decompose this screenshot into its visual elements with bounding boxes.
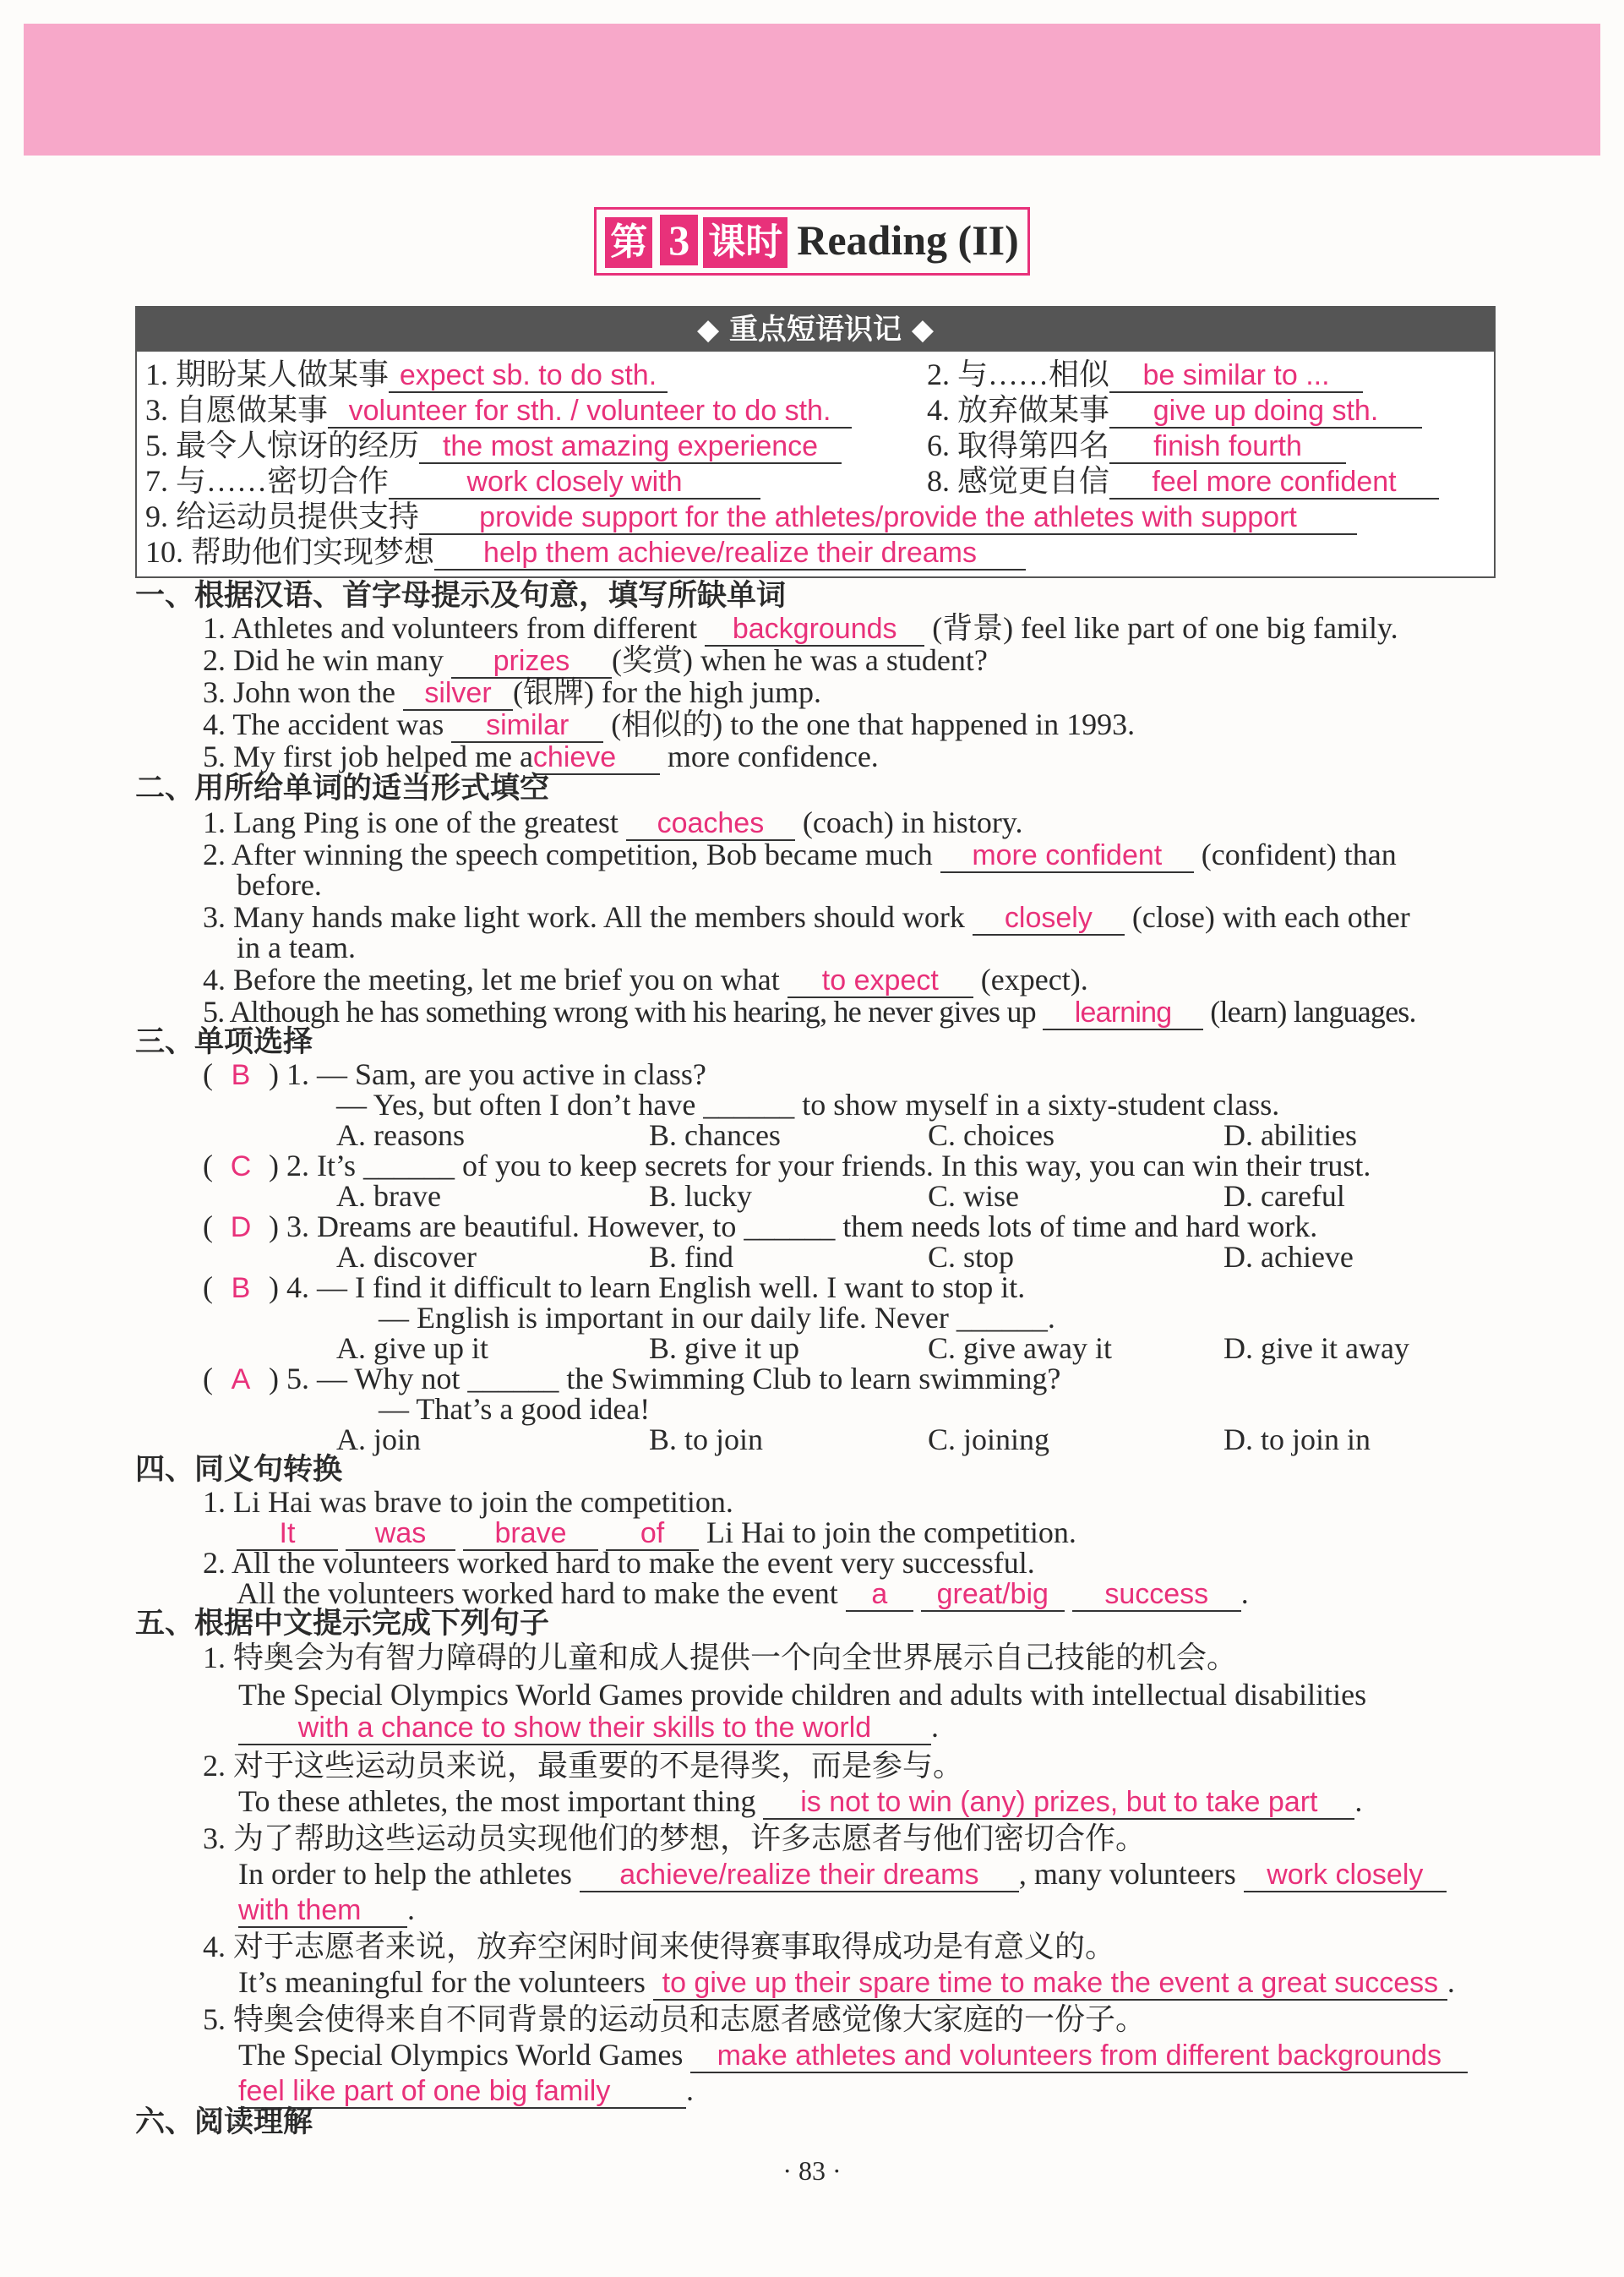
- phrase-item: 2. 与……相似 be similar to ...: [927, 357, 1363, 393]
- s5-question-4-cn: 4. 对于志愿者来说，放弃空闲时间来使得赛事取得成功是有意义的。: [203, 1930, 1116, 1963]
- phrase-answer[interactable]: give up doing sth.: [1109, 395, 1422, 429]
- section-6-heading: 六、阅读理解: [135, 2105, 313, 2139]
- answer-blank[interactable]: success: [1072, 1578, 1241, 1612]
- header-band: [24, 24, 1600, 156]
- s5-question-2-cn: 2. 对于这些运动员来说，最重要的不是得奖，而是参与。: [203, 1749, 964, 1783]
- mc-question-4-line2: — English is important in our daily life. Never ______.: [379, 1301, 1055, 1335]
- title-number: 3: [660, 215, 698, 265]
- answer-blank[interactable]: learning: [1043, 997, 1203, 1030]
- s2-question-5: 5. Although he has something wrong with his hearing, he never gives up learning (learn) languages.: [203, 995, 1416, 1029]
- answer-blank[interactable]: It: [237, 1517, 338, 1551]
- s2-question-3-cont: in a team.: [237, 931, 356, 964]
- mc-question-3: ( D ) 3. Dreams are beautiful. However, to ______ them needs lots of time and hard work.: [203, 1209, 1318, 1243]
- section-2-heading: 二、用所给单词的适当形式填空: [135, 772, 550, 805]
- s5-question-1-answer: with a chance to show their skills to the world .: [238, 1709, 939, 1745]
- answer-blank[interactable]: backgrounds: [705, 613, 924, 647]
- answer-blank[interactable]: was: [346, 1517, 455, 1551]
- answer-blank[interactable]: prizes: [451, 645, 612, 679]
- phrase-item: 4. 放弃做某事 give up doing sth.: [927, 392, 1422, 429]
- phrase-item: 9. 给运动员提供支持 provide support for the athletes/provide the athletes with support: [145, 499, 1357, 535]
- mc-answer[interactable]: D: [230, 1211, 252, 1243]
- s4-question-1: 1. Li Hai was brave to join the competition.: [203, 1485, 733, 1519]
- phrase-box-heading: ◆ 重点短语识记 ◆: [137, 308, 1494, 352]
- answer-blank[interactable]: of: [606, 1517, 699, 1551]
- answer-blank[interactable]: silver: [403, 677, 513, 711]
- title-main: Reading (II): [797, 216, 1019, 264]
- mc-question-5: ( A ) 5. — Why not ______ the Swimming Club to learn swimming?: [203, 1362, 1061, 1395]
- answer-blank[interactable]: make athletes and volunteers from different backgrounds: [690, 2039, 1468, 2073]
- section-4-heading: 四、同义句转换: [135, 1453, 343, 1487]
- s4-question-2-answer: All the volunteers worked hard to make the event a great/big success .: [237, 1576, 1249, 1610]
- answer-blank[interactable]: is not to win (any) prizes, but to take part: [763, 1786, 1354, 1820]
- answer-blank[interactable]: great/big: [921, 1578, 1065, 1612]
- s5-question-2-en: To these athletes, the most important thing is not to win (any) prizes, but to take part .: [238, 1784, 1363, 1818]
- s5-question-3-cn: 3. 为了帮助这些运动员实现他们的梦想，许多志愿者与他们密切合作。: [203, 1821, 1147, 1855]
- s5-question-3-answer: with them .: [238, 1892, 415, 1926]
- mc-answer[interactable]: B: [231, 1272, 251, 1304]
- section-3-heading: 三、单项选择: [135, 1025, 313, 1059]
- s5-question-5-answer: feel like part of one big family .: [238, 2073, 694, 2107]
- phrase-box: [135, 306, 1496, 578]
- phrase-answer[interactable]: finish fourth: [1109, 430, 1346, 464]
- s1-question-5: 5. My first job helped me achieve more confidence.: [203, 740, 879, 773]
- phrase-answer[interactable]: help them achieve/realize their dreams: [434, 537, 1026, 571]
- answer-blank[interactable]: with them: [238, 1894, 407, 1928]
- section-5-heading: 五、根据中文提示完成下列句子: [135, 1607, 550, 1641]
- mc-question-4: ( B ) 4. — I find it difficult to learn English well. I want to stop it.: [203, 1270, 1026, 1304]
- answer-blank[interactable]: achieve/realize their dreams: [580, 1859, 1019, 1892]
- s2-question-4: 4. Before the meeting, let me brief you on what to expect (expect).: [203, 963, 1088, 997]
- s1-question-3: 3. John won the silver (银牌) for the high jump.: [203, 675, 821, 709]
- answer-blank[interactable]: chieve: [533, 741, 660, 775]
- s5-question-1-cn: 1. 特奥会为有智力障碍的儿童和成人提供一个向全世界展示自己技能的机会。: [203, 1641, 1238, 1674]
- s5-question-4-en: It’s meaningful for the volunteers to give up their spare time to make the event a great success .: [238, 1965, 1455, 1999]
- answer-blank[interactable]: coaches: [626, 807, 795, 841]
- answer-blank[interactable]: a: [846, 1578, 913, 1612]
- s2-question-2: 2. After winning the speech competition, Bob became much more confident (confident) than: [203, 838, 1397, 871]
- s4-question-2: 2. All the volunteers worked hard to make the event very successful.: [203, 1546, 1035, 1580]
- s5-question-3-en: In order to help the athletes achieve/realize their dreams , many volunteers work closely: [238, 1856, 1447, 1892]
- phrase-item: 8. 感觉更自信 feel more confident: [927, 463, 1439, 500]
- s5-question-5-cn: 5. 特奥会使得来自不同背景的运动员和志愿者感觉像大家庭的一份子。: [203, 2002, 1147, 2036]
- answer-blank[interactable]: similar: [451, 709, 603, 743]
- mc-answer[interactable]: B: [231, 1059, 251, 1091]
- mc-answer[interactable]: A: [231, 1363, 251, 1395]
- answer-blank[interactable]: work closely: [1244, 1859, 1447, 1892]
- phrase-answer[interactable]: the most amazing experience: [419, 430, 842, 464]
- answer-blank[interactable]: with a chance to show their skills to the world: [238, 1712, 931, 1745]
- phrase-item: 1. 期盼某人做某事 expect sb. to do sth.: [145, 357, 668, 393]
- mc-question-1-line2: — Yes, but often I don’t have ______ to show myself in a sixty-student class.: [336, 1088, 1280, 1122]
- s1-question-2: 2. Did he win many prizes (奖赏) when he was a student?: [203, 643, 988, 677]
- answer-blank[interactable]: closely: [973, 902, 1125, 936]
- answer-blank[interactable]: brave: [463, 1517, 598, 1551]
- s1-question-4: 4. The accident was similar (相似的) to the one that happened in 1993.: [203, 707, 1136, 741]
- phrase-item: 5. 最令人惊讶的经历 the most amazing experience: [145, 428, 842, 464]
- phrase-answer[interactable]: be similar to ...: [1109, 359, 1363, 393]
- phrase-item: 6. 取得第四名 finish fourth: [927, 428, 1346, 464]
- lesson-title: [0, 207, 1624, 276]
- s4-question-1-answer: It was brave of Li Hai to join the competition.: [237, 1515, 1076, 1551]
- phrase-answer[interactable]: provide support for the athletes/provide the athletes with support: [419, 501, 1357, 535]
- title-suffix: 课时: [703, 217, 787, 268]
- s2-question-3: 3. Many hands make light work. All the members should work closely (close) with each other: [203, 900, 1410, 934]
- s5-question-5-en: The Special Olympics World Games make athletes and volunteers from different backgrounds: [238, 2037, 1468, 2073]
- phrase-answer[interactable]: expect sb. to do sth.: [389, 359, 668, 393]
- answer-blank[interactable]: to give up their spare time to make the event a great success: [653, 1967, 1447, 2001]
- phrase-answer[interactable]: work closely with: [389, 466, 760, 500]
- s2-question-1: 1. Lang Ping is one of the greatest coaches (coach) in history.: [203, 805, 1023, 839]
- phrase-item: 7. 与……密切合作 work closely with: [145, 463, 760, 500]
- s5-question-1-en: The Special Olympics World Games provide children and adults with intellectual disabilities: [238, 1678, 1367, 1712]
- mc-question-1: ( B ) 1. — Sam, are you active in class?: [203, 1057, 706, 1091]
- phrase-item: 3. 自愿做某事 volunteer for sth. / volunteer to do sth.: [145, 392, 852, 429]
- phrase-answer[interactable]: feel more confident: [1109, 466, 1439, 500]
- phrase-item: 10. 帮助他们实现梦想 help them achieve/realize their dreams: [145, 534, 1026, 571]
- s2-question-2-cont: before.: [237, 868, 322, 902]
- answer-blank[interactable]: feel like part of one big family: [238, 2075, 686, 2109]
- phrase-answer[interactable]: volunteer for sth. / volunteer to do sth.: [328, 395, 852, 429]
- section-1-heading: 一、根据汉语、首字母提示及句意，填写所缺单词: [135, 579, 787, 613]
- answer-blank[interactable]: more confident: [940, 839, 1194, 873]
- s1-question-1: 1. Athletes and volunteers from different backgrounds (背景) feel like part of one big family.: [203, 611, 1398, 645]
- mc-question-5-line2: — That’s a good idea!: [379, 1392, 651, 1426]
- title-prefix: 第: [605, 217, 652, 268]
- mc-question-2: ( C ) 2. It’s ______ of you to keep secrets for your friends. In this way, you can win their trust.: [203, 1149, 1371, 1182]
- mc-answer[interactable]: C: [230, 1150, 252, 1182]
- page-number: · 83 ·: [782, 2155, 842, 2186]
- answer-blank[interactable]: to expect: [787, 964, 973, 998]
